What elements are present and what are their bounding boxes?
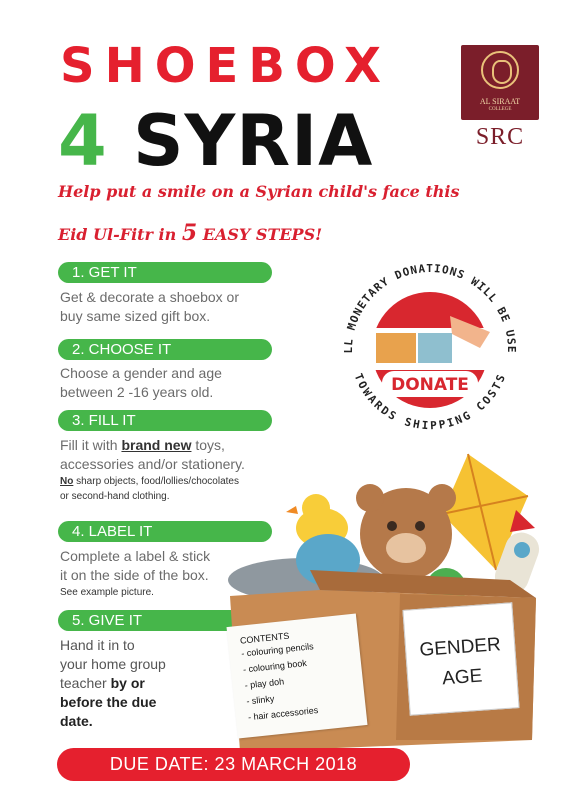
step3-note1-text: sharp objects, food/lollies/chocolates bbox=[76, 476, 239, 487]
due-date-banner: DUE DATE: 23 MARCH 2018 bbox=[57, 748, 410, 781]
step4-text bbox=[60, 547, 210, 600]
step2-line1: Choose a gender and age bbox=[60, 365, 222, 381]
donate-button: DONATE bbox=[391, 375, 469, 395]
step3-brand-new: brand new bbox=[121, 437, 192, 453]
donate-badge-graphic bbox=[330, 238, 530, 438]
gender-age-label bbox=[402, 602, 519, 715]
logo-abbrev: SRC bbox=[475, 124, 525, 150]
step4-pill: 4. LABEL IT bbox=[58, 521, 272, 542]
step5-line2: your home group bbox=[60, 656, 166, 672]
step5-text bbox=[60, 636, 166, 731]
logo-college-word: COLLEGE bbox=[488, 107, 512, 112]
step2-line2: between 2 -16 years old. bbox=[60, 384, 214, 400]
contents-item: - colouring book bbox=[242, 657, 308, 675]
step3-no: No bbox=[60, 476, 74, 487]
step3-line2: accessories and/or stationery. bbox=[60, 456, 245, 472]
logo-college-name: AL SIRAAT bbox=[479, 97, 521, 106]
contents-item: - colouring pencils bbox=[240, 641, 315, 659]
title-shoebox: SHOEBOX bbox=[60, 38, 392, 94]
step2-pill: 2. CHOOSE IT bbox=[58, 339, 272, 360]
step5-line3 bbox=[60, 674, 166, 693]
contents-item: - play doh bbox=[244, 676, 285, 691]
tagline-prefix: Eid Ul-Fitr in bbox=[58, 225, 177, 244]
step2-text bbox=[60, 364, 222, 402]
step5-line1: Hand it in to bbox=[60, 637, 135, 653]
banknote-right bbox=[418, 333, 452, 363]
title-number: 4 bbox=[58, 100, 108, 182]
tagline-line2 bbox=[58, 220, 322, 246]
title-syria: SYRIA bbox=[133, 100, 374, 182]
step3-pre: Fill it with bbox=[60, 437, 118, 453]
step1-line1: Get & decorate a shoebox or bbox=[60, 289, 239, 305]
contents-heading: CONTENTS bbox=[239, 630, 290, 646]
step1-line2: buy same sized gift box. bbox=[60, 308, 211, 324]
tagline-line1: Help put a smile on a Syrian child's face this bbox=[58, 182, 460, 201]
college-logo bbox=[461, 45, 539, 120]
step5-by-or: by or bbox=[110, 675, 145, 691]
donate-badge bbox=[330, 238, 530, 438]
step5-teacher: teacher bbox=[60, 675, 107, 691]
age-text: AGE bbox=[441, 665, 484, 690]
step1-text bbox=[60, 288, 239, 326]
contents-label bbox=[227, 614, 368, 739]
step5-line5: date. bbox=[60, 713, 93, 729]
title-4-syria bbox=[58, 100, 373, 182]
arc-bottom-text: TOWARDS SHIPPING COSTS bbox=[351, 371, 509, 433]
contents-item: - slinky bbox=[245, 693, 275, 707]
step3-note2: or second-hand clothing. bbox=[60, 491, 170, 502]
step5-pill: 5. GIVE IT bbox=[58, 610, 272, 631]
arc-top-text: LL MONETARY DONATIONS WILL BE USE bbox=[341, 262, 519, 354]
step3-post: toys, bbox=[195, 437, 225, 453]
banknote-left bbox=[376, 333, 416, 363]
tagline-number: 5 bbox=[181, 220, 198, 246]
gender-text: GENDER bbox=[418, 634, 502, 661]
crest-icon bbox=[481, 51, 519, 89]
step4-line2: it on the side of the box. bbox=[60, 567, 209, 583]
step4-note: See example picture. bbox=[60, 587, 154, 598]
step4-line1: Complete a label & stick bbox=[60, 548, 211, 564]
step5-line4: before the due bbox=[60, 694, 157, 710]
step3-pill: 3. FILL IT bbox=[58, 410, 272, 431]
step1-pill: 1. GET IT bbox=[58, 262, 272, 283]
contents-item: - hair accessories bbox=[247, 704, 319, 723]
tagline-suffix: EASY STEPS! bbox=[202, 225, 323, 244]
